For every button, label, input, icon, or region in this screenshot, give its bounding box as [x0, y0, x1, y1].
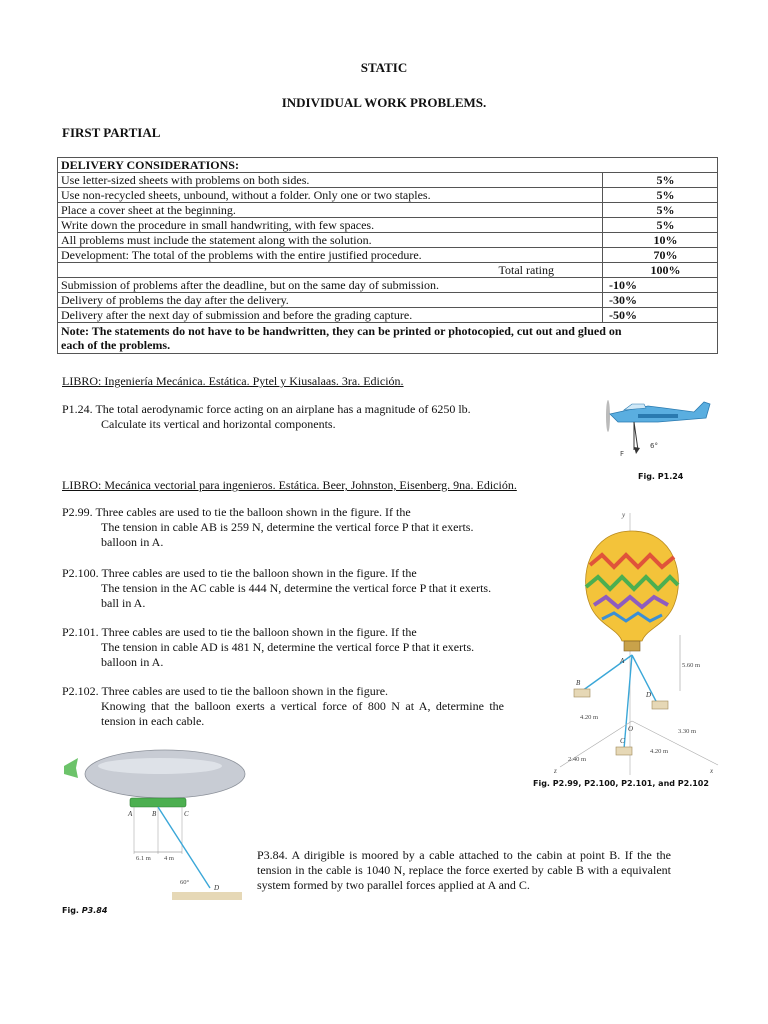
caption-prefix: Fig.: [62, 906, 79, 915]
cable-ad: [632, 655, 658, 705]
airplane-body-icon: [610, 402, 710, 422]
mooring-cable: [158, 807, 210, 888]
table-row: [58, 233, 718, 248]
dimension-6-1-label: 6.1 m: [136, 855, 151, 862]
dirigible-tail-fin-icon: [64, 758, 78, 778]
anchor-d-icon: [652, 701, 668, 709]
problem-line: P2.101. Three cables are used to tie the balloon shown in the figure. If the: [62, 625, 417, 639]
caption-id: P3.84: [81, 906, 108, 915]
figure-caption-p3-84: [62, 906, 107, 915]
point-a-label: A: [128, 810, 133, 818]
propeller-icon: [606, 400, 610, 432]
anchor-b-icon: [574, 689, 590, 697]
book1-reference: LIBRO: Ingeniería Mecánica. Estática. Pytel y Kiusalaas. 3ra. Edición.: [62, 374, 404, 388]
rule-text: Use letter-sized sheets with problems on both sides.: [58, 173, 603, 188]
problem-line: P2.102. Three cables are used to tie the balloon shown in the figure.: [62, 684, 389, 698]
point-b-label: B: [576, 679, 581, 687]
table-row: [58, 248, 718, 263]
rule-value: 5%: [603, 218, 718, 233]
table-row: [58, 218, 718, 233]
dirigible-figure: [60, 744, 250, 904]
problem-line: The tension in the AC cable is 444 N, determine the vertical force P that it exerts.: [101, 581, 492, 595]
rule-text: Development: The total of the problems with the entire justified procedure.: [58, 248, 603, 263]
x-axis-line: [632, 721, 718, 765]
problem-line: P1.24. The total aerodynamic force acting on an airplane has a magnitude of 6250 lb.: [62, 402, 471, 416]
table-row: [58, 308, 718, 323]
rule-value: 5%: [603, 173, 718, 188]
penalty-value: -30%: [603, 293, 718, 308]
rule-value: 5%: [603, 188, 718, 203]
rule-text: Place a cover sheet at the beginning.: [58, 203, 603, 218]
angle-label: 6°: [650, 442, 658, 450]
point-d-label: D: [214, 884, 220, 892]
dim-label-5-60: 5.60 m: [682, 662, 701, 669]
penalty-value: -50%: [603, 308, 718, 323]
figure-caption-p1-24: Fig. P1.24: [638, 472, 684, 481]
force-arrow-line: [634, 422, 638, 450]
problem-p2-102: [62, 684, 504, 729]
table-note-row: [58, 323, 718, 354]
document-subject-title: STATIC: [360, 60, 408, 75]
problem-p1-24: [62, 402, 512, 432]
dim-label-3-30: 3.30 m: [678, 728, 697, 735]
balloon-basket-icon: [624, 641, 640, 651]
problem-line: The tension in cable AD is 481 N, determine the vertical force P that it exerts.: [101, 640, 475, 654]
dim-label-4-20-left: 4.20 m: [580, 714, 599, 721]
delivery-considerations-table: [57, 157, 718, 354]
airplane-figure: [598, 398, 716, 468]
table-note: Note: The statements do not have to be handwritten, they can be printed or photocopied, cut out and glued on each of the problems.: [58, 323, 718, 354]
problem-line: Knowing that the balloon exerts a vertical force of 800 N at A, determine the tension in each cable.: [101, 699, 504, 728]
dimension-4-label: 4 m: [164, 855, 174, 862]
book2-reference: LIBRO: Mecánica vectorial para ingenieros. Estática. Beer, Johnston, Eisenberg. 9na. Edición.: [62, 478, 517, 492]
problem-line: balloon in A.: [101, 655, 164, 669]
table-row: [58, 188, 718, 203]
table-row: [58, 203, 718, 218]
point-c-label: C: [184, 810, 189, 818]
point-d-label: D: [646, 691, 652, 699]
table-header-row: [58, 158, 718, 173]
problem-p3-84: P3.84. A dirigible is moored by a cable attached to the cabin at point B. If the the tension in the cable is 1040 N, replace the force exerted by cable B with a equivalent system formed by two parallel forces applied at A and C.: [257, 848, 671, 892]
balloon-figure: [540, 505, 722, 777]
rule-text: All problems must include the statement along with the solution.: [58, 233, 603, 248]
problem-line: Calculate its vertical and horizontal components.: [101, 417, 336, 431]
origin-o-label: O: [628, 725, 634, 733]
table-header: DELIVERY CONSIDERATIONS:: [58, 158, 718, 173]
table-total-row: [58, 263, 718, 278]
rule-text: Use non-recycled sheets, unbound, without a folder. Only one or two staples.: [58, 188, 603, 203]
problem-p2-99: [62, 505, 508, 550]
penalty-text: Submission of problems after the deadline, but on the same day of submission.: [58, 278, 603, 293]
wing-icon: [638, 414, 678, 418]
rule-value: 10%: [603, 233, 718, 248]
problem-line: P2.99. Three cables are used to tie the balloon shown in the figure. If the: [62, 505, 411, 519]
anchor-c-icon: [616, 747, 632, 755]
ground-icon: [172, 892, 242, 900]
total-value: 100%: [603, 263, 718, 278]
figure-caption-balloon: Fig. P2.99, P2.100, P2.101, and P2.102: [533, 779, 709, 788]
table-row: [58, 293, 718, 308]
document-work-title: INDIVIDUAL WORK PROBLEMS.: [281, 95, 487, 110]
problem-line: ball in A.: [101, 596, 146, 610]
penalty-value: -10%: [603, 278, 718, 293]
z-axis-label: z: [554, 767, 557, 775]
problem-p2-100: [62, 566, 508, 611]
rule-value: 70%: [603, 248, 718, 263]
angle-label: 60°: [180, 879, 190, 886]
table-row: [58, 278, 718, 293]
dirigible-cabin-icon: [130, 798, 186, 807]
dim-label-4-20-right: 4.20 m: [650, 748, 669, 755]
problem-line: P2.100. Three cables are used to tie the balloon shown in the figure. If the: [62, 566, 417, 580]
force-label: F: [620, 450, 625, 458]
penalty-text: Delivery of problems the day after the delivery.: [58, 293, 603, 308]
dim-label-2-40: 2.40 m: [568, 756, 587, 763]
cable-ac: [624, 655, 632, 749]
dirigible-highlight: [98, 758, 222, 774]
point-a-label: A: [620, 657, 625, 665]
point-b-label: B: [152, 810, 157, 818]
force-arrowhead-icon: [634, 447, 640, 454]
problem-p2-101: [62, 625, 508, 670]
y-axis-label: y: [622, 511, 626, 519]
rule-text: Write down the procedure in small handwriting, with few spaces.: [58, 218, 603, 233]
problem-line: The tension in cable AB is 259 N, determine the vertical force P that it exerts.: [101, 520, 474, 534]
problem-line: balloon in A.: [101, 535, 164, 549]
partial-heading: FIRST PARTIAL: [62, 125, 161, 140]
x-axis-label: x: [710, 767, 714, 775]
point-c-label: C: [620, 737, 625, 745]
rule-value: 5%: [603, 203, 718, 218]
cable-ab: [582, 655, 632, 691]
dirigible-hull-icon: [85, 750, 245, 798]
table-row: [58, 173, 718, 188]
total-label: Total rating: [58, 263, 603, 278]
penalty-text: Delivery after the next day of submission and before the grading capture.: [58, 308, 603, 323]
